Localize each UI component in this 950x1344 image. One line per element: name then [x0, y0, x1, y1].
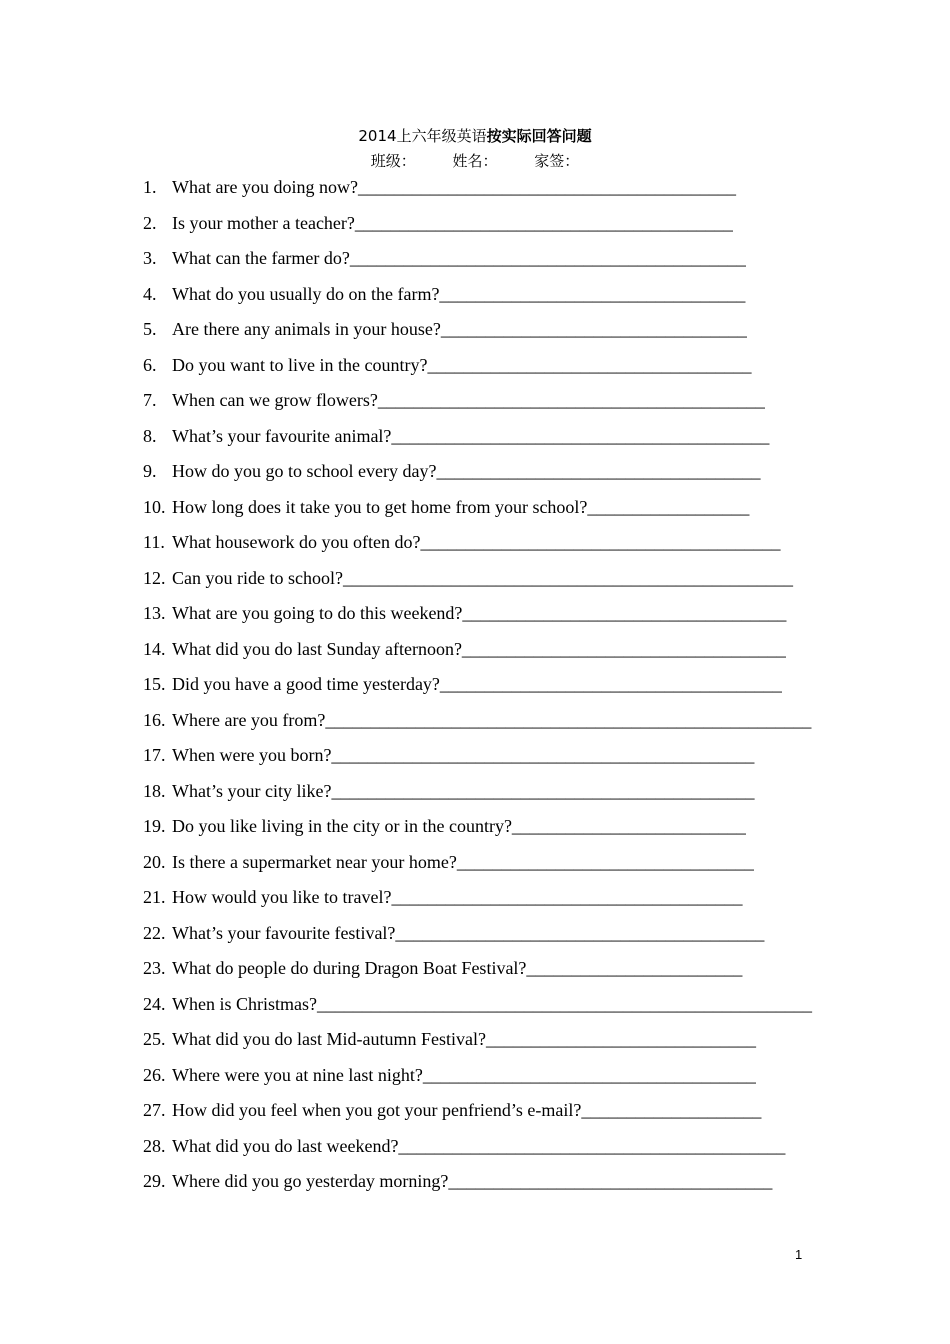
question-number: 10.	[143, 496, 166, 517]
question-text-with-answer-line: When can we grow flowers?___________________________________________	[172, 390, 765, 410]
question-number: 26.	[143, 1064, 166, 1085]
question-number: 17.	[143, 745, 166, 765]
question-text-with-answer-line: How do you go to school every day?____________________________________	[172, 461, 761, 481]
question-item	[143, 921, 823, 957]
question-item	[143, 495, 823, 531]
question-item	[143, 175, 823, 211]
question-item	[143, 388, 823, 424]
question-item	[143, 246, 823, 282]
question-number: 5.	[143, 319, 157, 339]
question-item	[143, 601, 823, 637]
name-field-label: 姓名：	[452, 152, 498, 170]
question-number: 11.	[143, 532, 165, 552]
class-field-label: 班级：	[370, 152, 416, 170]
question-number: 14.	[143, 638, 166, 659]
question-number: 3.	[143, 248, 157, 268]
question-item	[143, 956, 823, 992]
question-text-with-answer-line: What did you do last Sunday afternoon?____________________________________	[172, 638, 786, 659]
question-text-with-answer-line: How would you like to travel?_______________________________________	[172, 887, 743, 907]
question-item	[143, 779, 823, 815]
question-text-with-answer-line: When is Christmas?_______________________________________________________	[172, 993, 812, 1014]
question-item	[143, 1134, 823, 1170]
question-text-with-answer-line: Did you have a good time yesterday?______________________________________	[172, 674, 782, 694]
question-text-with-answer-line: How long does it take you to get home from your school?__________________	[172, 496, 750, 517]
question-number: 9.	[143, 461, 157, 481]
question-item	[143, 1169, 823, 1205]
question-text-with-answer-line: Where are you from?______________________________________________________	[172, 709, 812, 730]
question-item	[143, 459, 823, 495]
question-number: 6.	[143, 354, 157, 375]
question-text-with-answer-line: What’s your favourite animal?__________________________________________	[172, 425, 770, 446]
question-text-with-answer-line: What do people do during Dragon Boat Festival?________________________	[172, 958, 743, 978]
question-text-with-answer-line: What do you usually do on the farm?__________________________________	[172, 283, 746, 304]
question-item	[143, 992, 823, 1028]
question-number: 4.	[143, 283, 157, 304]
question-item	[143, 566, 823, 602]
question-number: 18.	[143, 780, 166, 801]
question-item	[143, 424, 823, 460]
question-number: 13.	[143, 603, 166, 623]
question-number: 7.	[143, 390, 157, 410]
question-number: 21.	[143, 887, 166, 907]
question-text-with-answer-line: Can you ride to school?__________________________________________________	[172, 567, 793, 588]
question-number: 20.	[143, 851, 166, 872]
question-text-with-answer-line: When were you born?_______________________________________________	[172, 745, 755, 765]
question-text-with-answer-line: What can the farmer do?____________________________________________	[172, 248, 746, 268]
question-item	[143, 211, 823, 247]
question-item	[143, 317, 823, 353]
question-number: 2.	[143, 212, 157, 233]
question-item	[143, 282, 823, 318]
question-text-with-answer-line: What housework do you often do?________________________________________	[172, 532, 781, 552]
question-item	[143, 708, 823, 744]
page-title	[0, 126, 950, 146]
question-text-with-answer-line: Where were you at nine last night?_____________________________________	[172, 1064, 756, 1085]
question-item	[143, 672, 823, 708]
question-number: 23.	[143, 958, 166, 978]
question-number: 28.	[143, 1135, 166, 1156]
question-item	[143, 353, 823, 389]
question-number: 27.	[143, 1100, 166, 1120]
question-text-with-answer-line: Is your mother a teacher?__________________________________________	[172, 212, 733, 233]
title-bold: 按实际回答问题	[486, 127, 592, 145]
question-text-with-answer-line: What’s your city like?_______________________________________________	[172, 780, 755, 801]
title-normal: 2014上六年级英语	[358, 127, 487, 145]
parent-signature-label: 家签：	[534, 152, 580, 170]
page-number: 1	[795, 1247, 803, 1262]
question-text-with-answer-line: Is there a supermarket near your home?_________________________________	[172, 851, 754, 872]
question-text-with-answer-line: What are you going to do this weekend?____________________________________	[172, 603, 787, 623]
question-text-with-answer-line: What are you doing now?__________________________________________	[172, 177, 736, 197]
question-item	[143, 530, 823, 566]
question-number: 22.	[143, 922, 166, 943]
question-item	[143, 743, 823, 779]
question-number: 24.	[143, 993, 166, 1014]
question-item	[143, 1098, 823, 1134]
question-text-with-answer-line: Do you want to live in the country?____________________________________	[172, 354, 752, 375]
question-text-with-answer-line: What did you do last Mid-autumn Festival?______________________________	[172, 1029, 756, 1049]
question-text-with-answer-line: Are there any animals in your house?__________________________________	[172, 319, 747, 339]
question-number: 16.	[143, 709, 166, 730]
question-number: 12.	[143, 567, 166, 588]
question-number: 8.	[143, 425, 157, 446]
question-item	[143, 814, 823, 850]
question-item	[143, 637, 823, 673]
question-text-with-answer-line: How did you feel when you got your penfriend’s e-mail?____________________	[172, 1100, 762, 1120]
question-number: 29.	[143, 1171, 166, 1191]
question-number: 1.	[143, 177, 157, 197]
question-item	[143, 885, 823, 921]
question-number: 19.	[143, 816, 166, 836]
question-text-with-answer-line: Where did you go yesterday morning?____________________________________	[172, 1171, 773, 1191]
question-number: 25.	[143, 1029, 166, 1049]
question-text-with-answer-line: Do you like living in the city or in the country?__________________________	[172, 816, 746, 836]
question-item	[143, 850, 823, 886]
question-number: 15.	[143, 674, 166, 694]
question-list	[143, 175, 823, 1205]
question-item	[143, 1027, 823, 1063]
student-info-fields	[0, 151, 950, 171]
question-text-with-answer-line: What did you do last weekend?___________________________________________	[172, 1135, 786, 1156]
question-item	[143, 1063, 823, 1099]
question-text-with-answer-line: What’s your favourite festival?_________________________________________	[172, 922, 765, 943]
